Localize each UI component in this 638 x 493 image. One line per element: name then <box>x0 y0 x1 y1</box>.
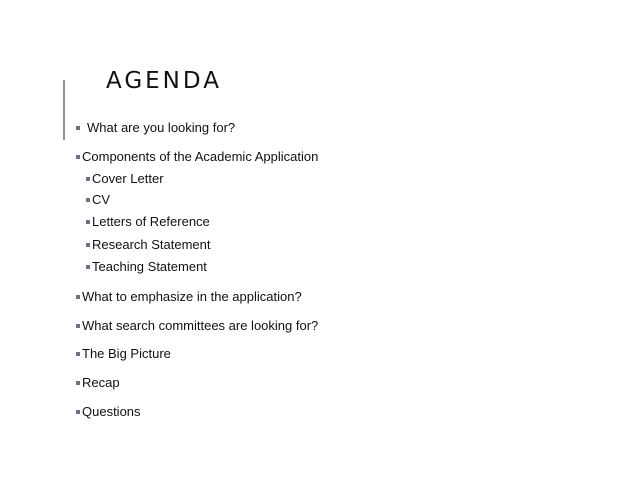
list-item <box>76 375 120 391</box>
list-subitem <box>86 237 211 253</box>
list-item-text: What are you looking for? <box>87 120 236 135</box>
list-item <box>76 120 235 136</box>
square-bullet-icon <box>86 198 90 202</box>
list-subitem <box>86 192 110 208</box>
list-item <box>76 289 302 305</box>
square-bullet-icon <box>76 352 80 356</box>
list-item-text: CV <box>92 192 111 207</box>
list-item <box>76 318 318 334</box>
square-bullet-icon <box>76 126 80 130</box>
list-item-text: Teaching Statement <box>92 259 207 274</box>
list-item-text: Components of the Academic Application <box>82 149 319 164</box>
list-item <box>76 346 171 362</box>
list-item <box>76 404 141 420</box>
square-bullet-icon <box>86 220 90 224</box>
square-bullet-icon <box>86 177 90 181</box>
square-bullet-icon <box>76 324 80 328</box>
square-bullet-icon <box>76 295 80 299</box>
slide-title: AGENDA <box>106 68 222 94</box>
list-item-text: Recap <box>82 375 120 390</box>
square-bullet-icon <box>76 410 80 414</box>
list-item-text: The Big Picture <box>82 346 171 361</box>
list-item-text: Cover Letter <box>92 171 164 186</box>
square-bullet-icon <box>86 243 90 247</box>
square-bullet-icon <box>86 265 90 269</box>
list-item-text: Letters of Reference <box>92 214 210 229</box>
list-item <box>76 149 318 165</box>
title-accent-bar <box>63 80 65 140</box>
square-bullet-icon <box>76 155 80 159</box>
square-bullet-icon <box>76 381 80 385</box>
list-item-text: What search committees are looking for? <box>82 318 319 333</box>
list-subitem <box>86 214 210 230</box>
list-item-text: What to emphasize in the application? <box>82 289 302 304</box>
list-item-text: Research Statement <box>92 237 211 252</box>
list-subitem <box>86 171 164 187</box>
list-subitem <box>86 259 207 275</box>
list-item-text: Questions <box>82 404 141 419</box>
